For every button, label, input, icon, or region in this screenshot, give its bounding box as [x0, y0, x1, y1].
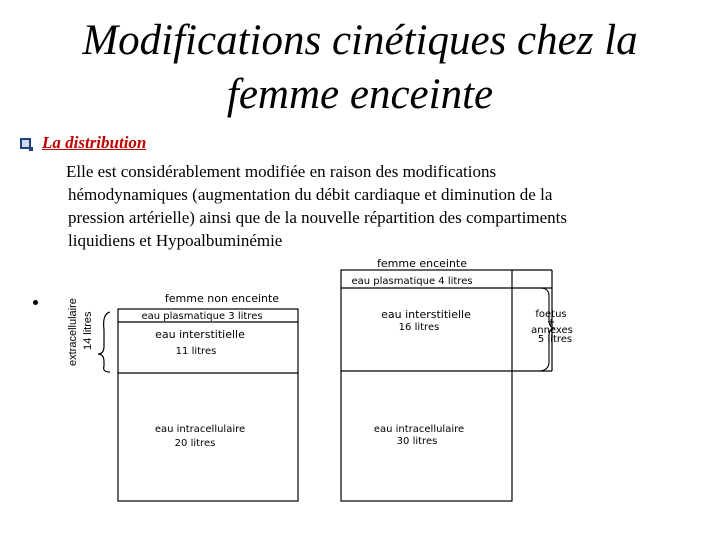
- title-line-2: femme enceinte: [226, 71, 494, 118]
- extracellular-label: extracellulaire: [67, 298, 79, 366]
- section-bullet: [20, 133, 146, 153]
- paragraph-line: pression artérielle) ainsi que de la nouvelle répartition des compartiments: [68, 208, 567, 227]
- paragraph-line: Elle est considérablement modifiée en raison des modifications: [66, 162, 497, 181]
- slide-title: [40, 14, 680, 122]
- pregnant-heading: femme enceinte: [377, 257, 467, 270]
- non-pregnant-heading: femme non enceinte: [164, 292, 280, 305]
- non-pregnant-intracellular-label: eau intracellulaire: [154, 424, 246, 435]
- diagram-background: [62, 250, 602, 508]
- extracellular-volume-label: 14 litres: [82, 311, 94, 350]
- title-line-1: Modifications cinétiques chez la: [82, 17, 638, 64]
- fetus-volume: 5 litres: [537, 334, 573, 345]
- bullet-dot: [33, 300, 38, 305]
- section-title: La distribution: [42, 133, 147, 152]
- fetus-label: foetus: [535, 309, 567, 320]
- annexes-label: annexes: [531, 325, 573, 336]
- pregnant-interstitial-label: eau interstitielle: [381, 308, 471, 321]
- paragraph-line: hémodynamiques (augmentation du débit cardiaque et diminution de la: [68, 185, 553, 204]
- non-pregnant-plasma: eau plasmatique 3 litres: [141, 311, 263, 322]
- square-bullet-icon: [20, 138, 31, 149]
- distribution-paragraph: [68, 160, 668, 252]
- non-pregnant-interstitial-label: eau interstitielle: [155, 328, 245, 341]
- paragraph-line: liquidiens et Hypoalbuminémie: [68, 231, 283, 250]
- pregnant-intracellular-volume: 30 litres: [396, 436, 438, 447]
- body-water-diagram: [62, 250, 602, 508]
- pregnant-plasma: eau plasmatique 4 litres: [351, 276, 473, 287]
- pregnant-interstitial-volume: 16 litres: [398, 322, 440, 333]
- non-pregnant-interstitial-volume: 11 litres: [175, 346, 217, 357]
- pregnant-intracellular-label: eau intracellulaire: [373, 424, 465, 435]
- fetus-plus: +: [546, 317, 556, 328]
- non-pregnant-intracellular-volume: 20 litres: [174, 438, 216, 449]
